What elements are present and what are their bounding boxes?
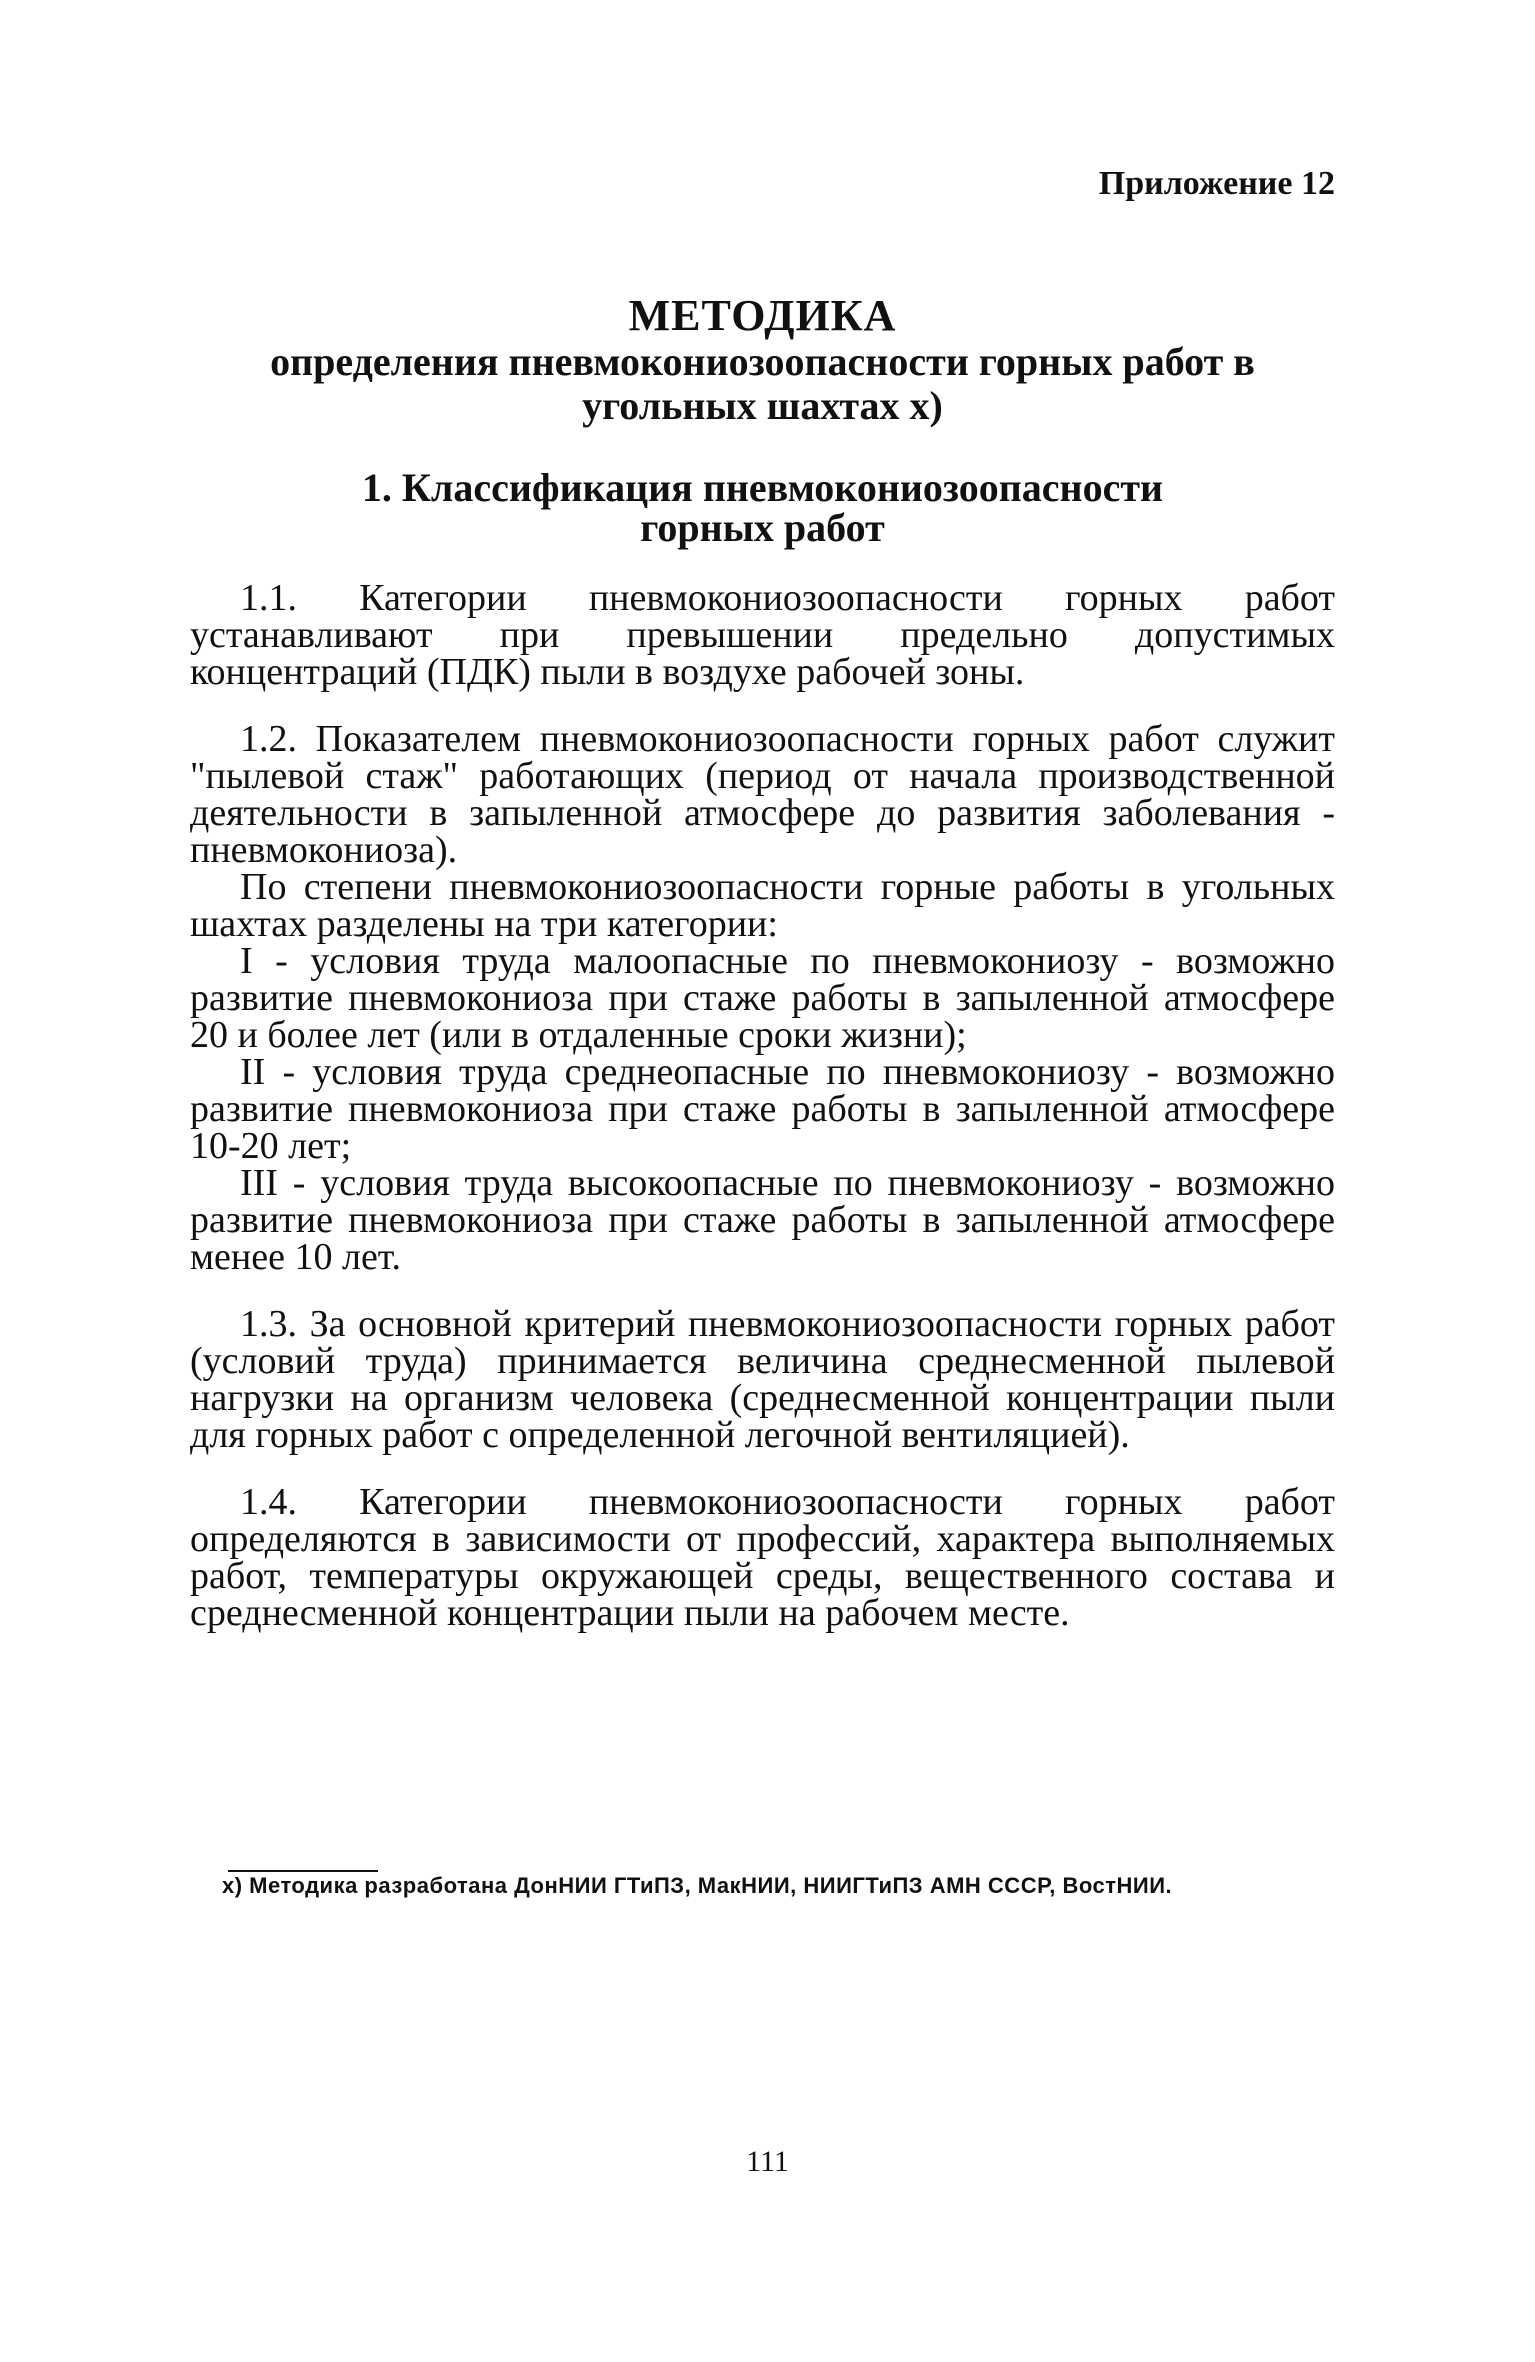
paragraph-1-2: 1.2. Показателем пневмокониозоопасности горных работ служит "пылевой стаж" работающих (период от начала производственной деятельности в запыленной атмосфере до развития заболевания - пневмокониоза).	[190, 718, 1335, 871]
section-heading-line-2: горных работ	[640, 505, 885, 550]
title-subtitle-line-2: угольных шахтах x)	[582, 383, 943, 428]
document-title	[190, 292, 1335, 428]
footnote-divider	[228, 1870, 378, 1872]
page-number: 111	[746, 2145, 789, 2178]
footnote: x) Методика разработана ДонНИИ ГТиПЗ, МакНИИ, НИИГТиПЗ АМН СССР, ВостНИИ.	[222, 1873, 1173, 1898]
section-heading-line-1: 1. Классификация пневмокониозоопасности	[361, 465, 1164, 510]
title-main: МЕТОДИКА	[628, 291, 897, 340]
category-1: I - условия труда малоопасные по пневмокониозу - возможно развитие пневмокониоза при стаже работы в запыленной атмосфере 20 и более лет (или в отдаленные сроки жизни);	[190, 940, 1335, 1056]
document-body	[190, 577, 1335, 1634]
paragraph-1-1: 1.1. Категории пневмокониозоопасности горных работ устанавливают при превышении предельно допустимых концентраций (ПДК) пыли в воздухе рабочей зоны.	[190, 577, 1335, 693]
category-2: II - условия труда среднеопасные по пневмокониозу - возможно развитие пневмокониоза при стаже работы в запыленной атмосфере 10-20 лет;	[190, 1051, 1335, 1167]
paragraph-1-4: 1.4. Категории пневмокониозоопасности горных работ определяются в зависимости от профессий, характера выполняемых работ, температуры окружающей среды, вещественного состава и среднесменной концентрации пыли на рабочем месте.	[190, 1481, 1335, 1634]
paragraph-categories-intro: По степени пневмокониозоопасности горные работы в угольных шахтах разделены на три категории:	[190, 866, 1335, 945]
appendix-label: Приложение 12	[1098, 165, 1335, 202]
section-heading	[190, 465, 1335, 550]
title-subtitle-line-1: определения пневмокониозоопасности горных работ в	[270, 339, 1255, 384]
category-3: III - условия труда высокоопасные по пневмокониозу - возможно развитие пневмокониоза при стаже работы в запыленной атмосфере менее 10 лет.	[190, 1162, 1335, 1278]
paragraph-1-3: 1.3. За основной критерий пневмокониозоопасности горных работ (условий труда) принимается величина среднесменной пылевой нагрузки на организм человека (среднесменной концентрации пыли для горных работ с определенной легочной вентиляцией).	[190, 1303, 1335, 1456]
